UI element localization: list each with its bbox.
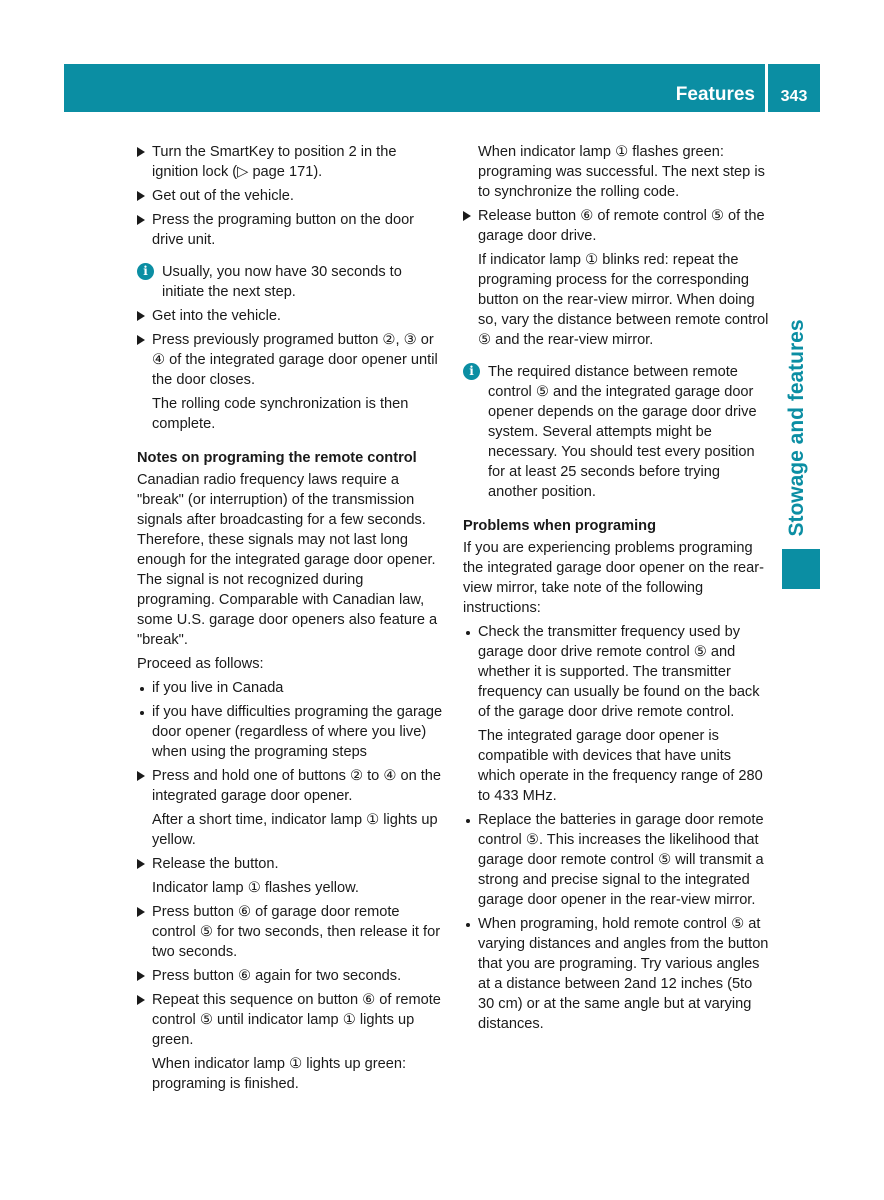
instruction-step (463, 206, 771, 246)
step-arrow-icon (137, 191, 145, 201)
instruction-step-text: Turn the SmartKey to position 2 in the ignition lock (▷ page 171). (152, 144, 397, 180)
instruction-step (137, 142, 445, 182)
instruction-step (137, 966, 445, 986)
section-heading-text: Problems when programing (463, 518, 656, 534)
info-icon: i (463, 363, 480, 380)
chapter-tab-marker (782, 549, 820, 589)
instruction-step-text: Repeat this sequence on button ⑥ of remote control ⑤ until indicator lamp ① lights up green. (152, 992, 441, 1048)
bullet-item-text: if you live in Canada (152, 680, 284, 696)
instruction-step (137, 186, 445, 206)
info-note-text: The required distance between remote control ⑤ and the integrated garage door opener depends on the garage door drive system. Several attempts might be necessary. You should test every position for at least 25 seconds before trying another position. (488, 364, 757, 500)
step-arrow-icon (137, 311, 145, 321)
instruction-step-text: Press button ⑥ again for two seconds. (152, 968, 402, 984)
paragraph (137, 654, 445, 674)
step-continuation-text: After a short time, indicator lamp ① lights up yellow. (152, 812, 438, 848)
bullet-item (137, 702, 445, 762)
bullet-item (137, 678, 445, 698)
left-column (137, 142, 445, 1098)
step-continuation-text: When indicator lamp ① lights up green: programing is finished. (152, 1056, 407, 1092)
instruction-step (137, 210, 445, 250)
bullet-item-text: Check the transmitter frequency used by garage door drive remote control ⑤ and whether it is supported. The transmitter frequency can usually be found on the back of the garage door drive remote control. (478, 624, 760, 720)
step-arrow-icon (137, 335, 145, 345)
instruction-step-text: Release button ⑥ of remote control ⑤ of the garage door drive. (478, 208, 765, 244)
step-arrow-icon (137, 771, 145, 781)
step-continuation (137, 878, 445, 898)
step-continuation (137, 810, 445, 850)
paragraph (137, 470, 445, 650)
step-continuation-text: If indicator lamp ① blinks red: repeat the programing process for the corresponding button on the rear-view mirror. When doing so, vary the distance between remote control ⑤ and the rear-view mirror. (478, 252, 769, 348)
bullet-item-text: When programing, hold remote control ⑤ at varying distances and angles from the button that you are programing. Try various angles at a distance between 2and 12 inches (5to 30 cm) or at the same angle but at varying distances. (478, 916, 769, 1032)
step-continuation-text: Indicator lamp ① flashes yellow. (152, 880, 359, 896)
step-arrow-icon (137, 971, 145, 981)
paragraph-text: Canadian radio frequency laws require a "break" (or interruption) of the transmission signals after broadcasting for a few seconds. Therefore, these signals may not last long enough for the integrated garage door opener. The signal is not recognized during programing. Comparable with Canadian law, some U.S. garage door openers also feature a "break". (137, 472, 438, 648)
info-icon: i (137, 263, 154, 280)
chapter-tab-label: Stowage and features (785, 319, 808, 537)
bullet-item-text: Replace the batteries in garage door remote control ⑤. This increases the likelihood that garage door remote control ⑤ will transmit a strong and precise signal to the integrated garage door opener in the rear-view mirror. (478, 812, 764, 908)
instruction-step-text: Release the button. (152, 856, 279, 872)
bullet-dot-icon (466, 923, 470, 927)
bullet-dot-icon (466, 631, 470, 635)
step-continuation (463, 142, 771, 202)
instruction-step-text: Press button ⑥ of garage door remote control ⑤ for two seconds, then release it for two seconds. (152, 904, 441, 960)
instruction-step (137, 902, 445, 962)
instruction-step (137, 854, 445, 874)
instruction-step-text: Press previously programed button ②, ③ or ④ of the integrated garage door opener until the door closes. (152, 332, 438, 388)
paragraph (463, 538, 771, 618)
step-continuation-text: The integrated garage door opener is compatible with devices that have units which operate in the frequency range of 280 to 433 MHz. (478, 728, 763, 804)
step-continuation-text: When indicator lamp ① flashes green: programing was successful. The next step is to synchronize the rolling code. (478, 144, 765, 200)
step-continuation (137, 1054, 445, 1094)
step-arrow-icon (137, 215, 145, 225)
instruction-step-text: Press the programing button on the door drive unit. (152, 212, 415, 248)
step-arrow-icon (463, 211, 471, 221)
instruction-step-text: Get out of the vehicle. (152, 188, 294, 204)
page-header (64, 64, 820, 112)
bullet-item (463, 622, 771, 722)
step-continuation-text: The rolling code synchronization is then complete. (152, 396, 409, 432)
step-continuation (463, 726, 771, 806)
instruction-step-text: Get into the vehicle. (152, 308, 281, 324)
section-heading (137, 448, 445, 468)
info-note (137, 262, 445, 302)
bullet-item (463, 914, 771, 1034)
section-heading (463, 516, 771, 536)
instruction-step (137, 330, 445, 390)
right-column (463, 142, 771, 1038)
instruction-step-text: Press and hold one of buttons ② to ④ on the integrated garage door opener. (152, 768, 442, 804)
instruction-step (137, 766, 445, 806)
paragraph-text: Proceed as follows: (137, 656, 264, 672)
bullet-dot-icon (466, 819, 470, 823)
step-arrow-icon (137, 859, 145, 869)
bullet-item (463, 810, 771, 910)
info-note (463, 362, 771, 502)
bullet-dot-icon (140, 687, 144, 691)
info-note-text: Usually, you now have 30 seconds to initiate the next step. (162, 264, 402, 300)
step-arrow-icon (137, 147, 145, 157)
section-heading-text: Notes on programing the remote control (137, 450, 417, 466)
page-number: 343 (768, 64, 820, 112)
step-arrow-icon (137, 995, 145, 1005)
section-title: Features (64, 64, 765, 112)
step-arrow-icon (137, 907, 145, 917)
paragraph-text: If you are experiencing problems programing the integrated garage door opener on the rear-view mirror, take note of the following instructions: (463, 540, 765, 616)
instruction-step (137, 306, 445, 326)
bullet-item-text: if you have difficulties programing the garage door opener (regardless of where you live) when using the programing steps (152, 704, 443, 760)
bullet-dot-icon (140, 711, 144, 715)
instruction-step (137, 990, 445, 1050)
step-continuation (137, 394, 445, 434)
step-continuation (463, 250, 771, 350)
